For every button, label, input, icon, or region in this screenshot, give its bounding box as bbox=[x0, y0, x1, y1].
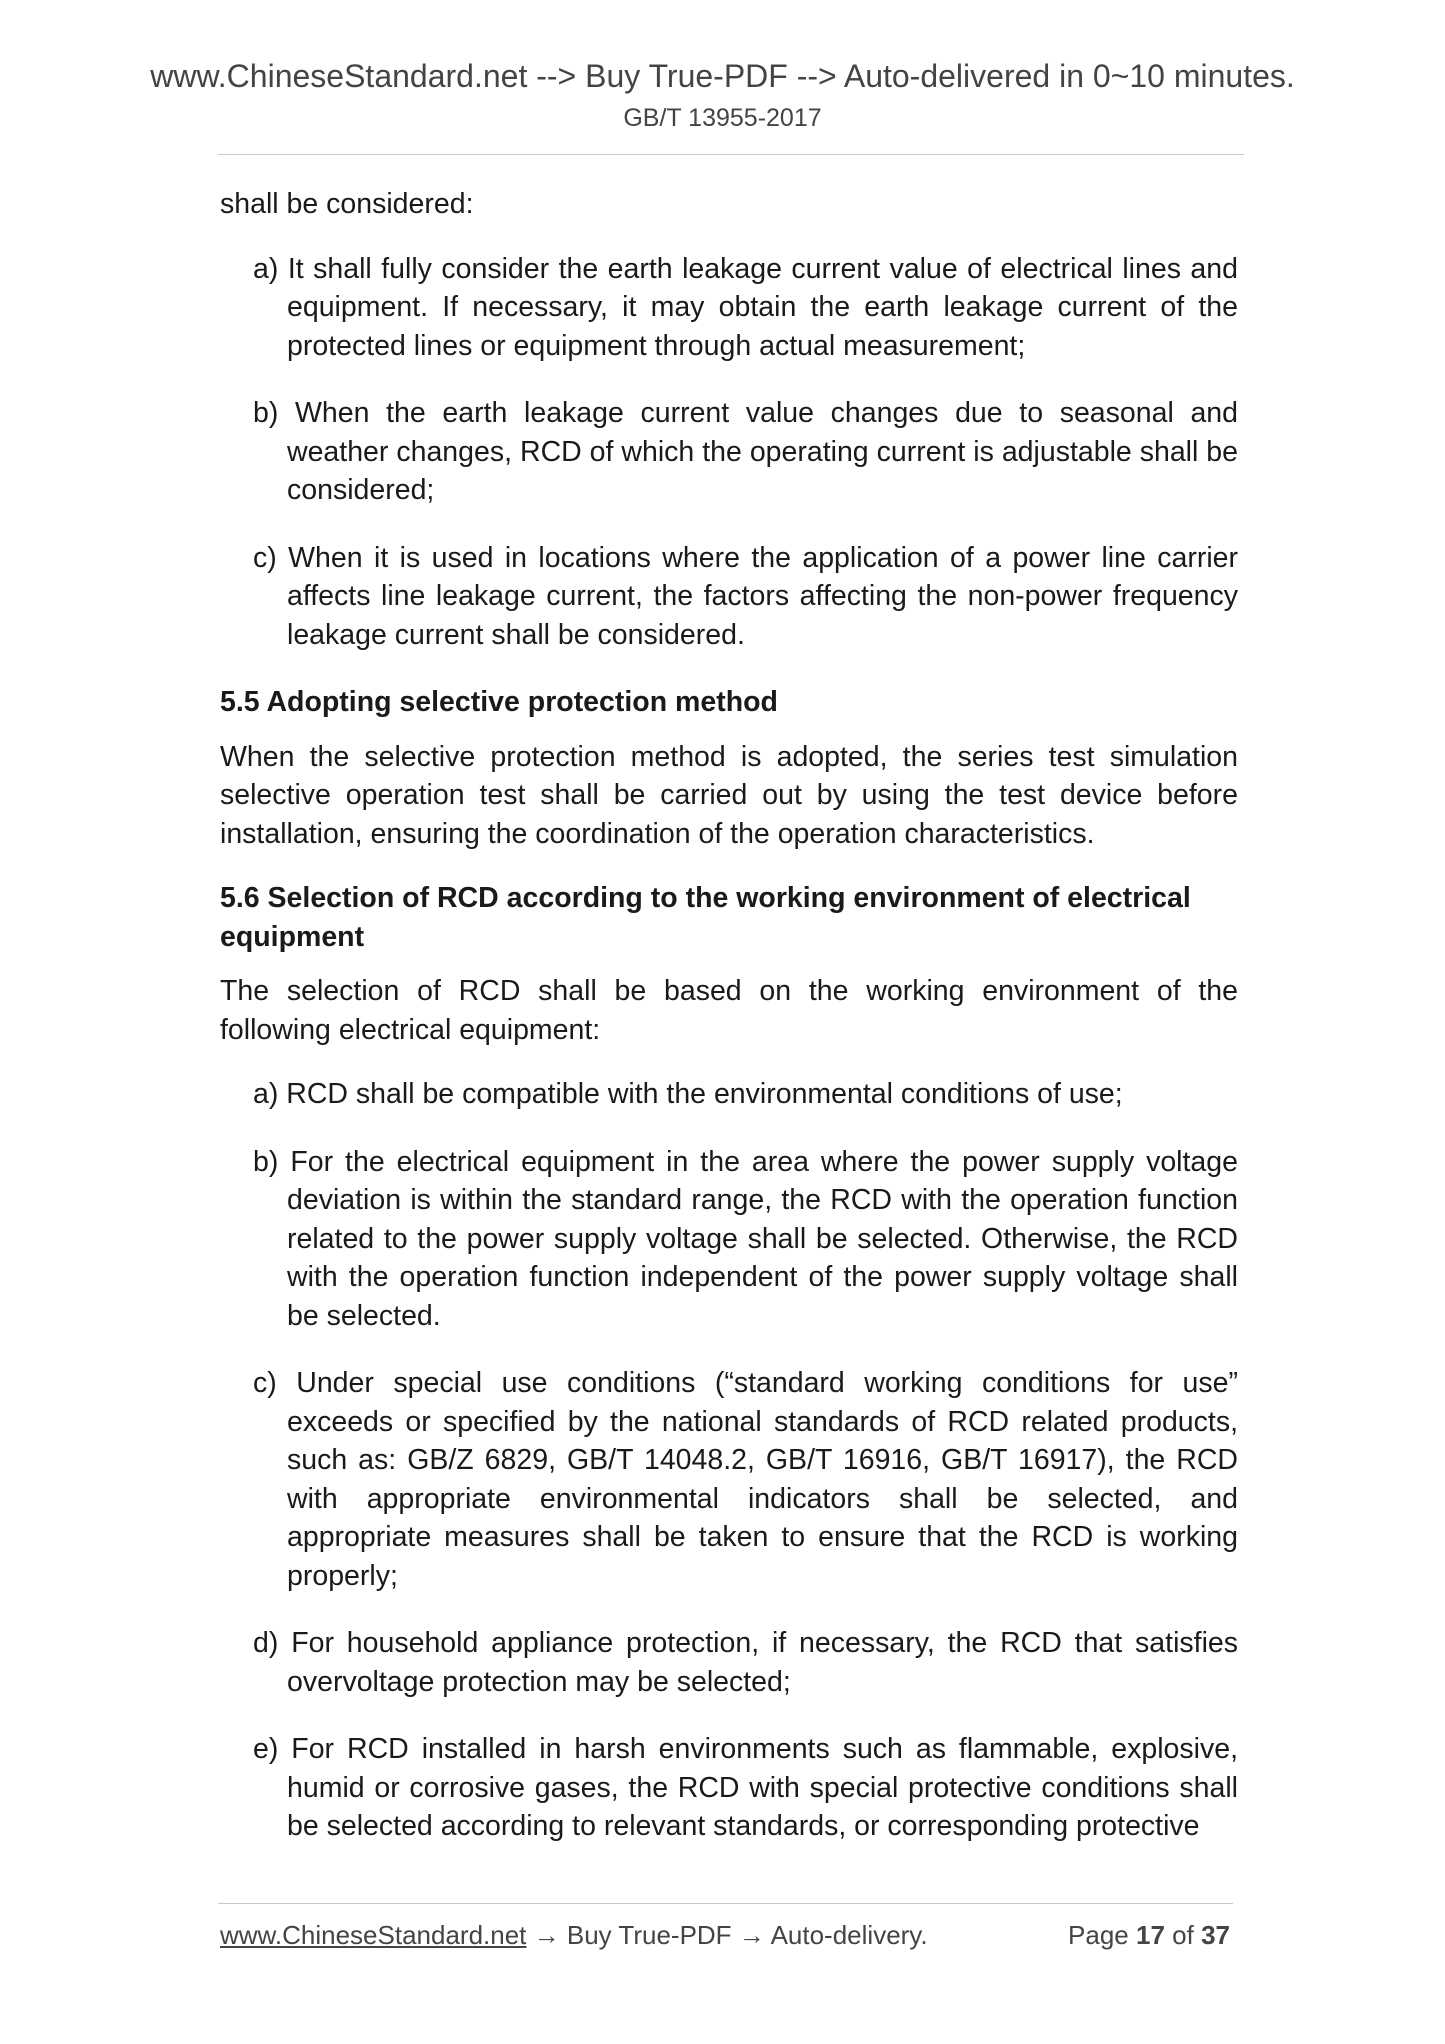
list-item: c) Under special use conditions (“standard working conditions for use” exceeds or specified by the national standards of RCD related products, such as: GB/Z 6829, GB/T 14048.2, GB/T 16916, GB/T 16917), the RCD with appropriate environmental indicators shall be selected, and appropriate measures shall be taken to ensure that the RCD is working properly; bbox=[253, 1367, 1238, 1592]
list-item: d) For household appliance protection, if necessary, the RCD that satisfies overvoltage protection may be selected; bbox=[253, 1627, 1238, 1698]
footer-link[interactable]: www.ChineseStandard.net bbox=[220, 1920, 527, 1950]
page-label: Page bbox=[1068, 1920, 1129, 1950]
page-indicator bbox=[1068, 1920, 1230, 1951]
page-total: 37 bbox=[1201, 1920, 1230, 1950]
page-footer bbox=[220, 1920, 1230, 1960]
section-heading: 5.5 Adopting selective protection method bbox=[220, 686, 778, 718]
page-body bbox=[220, 185, 1238, 1875]
list-item: b) For the electrical equipment in the area where the power supply voltage deviation is within the standard range, the RCD with the operation function related to the power supply voltage shall be selected. Otherwise, the RCD with the operation function independent of the power supply voltage shall be selected. bbox=[253, 1145, 1238, 1332]
section-paragraph: When the selective protection method is adopted, the series test simulation selective operation test shall be carried out by using the test device before installation, ensuring the coordination of the operation characteristics. bbox=[220, 740, 1238, 850]
section-paragraph: The selection of RCD shall be based on the working environment of the following electrical equipment: bbox=[220, 975, 1238, 1046]
page-number: 17 bbox=[1136, 1920, 1165, 1950]
footer-tail: → Buy True-PDF → Auto-delivery. bbox=[526, 1920, 928, 1950]
footer-divider bbox=[218, 1903, 1233, 1904]
list-item: a) It shall fully consider the earth leakage current value of electrical lines and equipment. If necessary, it may obtain the earth leakage current of the protected lines or equipment through actual measurement; bbox=[253, 252, 1238, 362]
list-item: c) When it is used in locations where the application of a power line carrier affects line leakage current, the factors affecting the non-power frequency leakage current shall be considered. bbox=[253, 541, 1238, 651]
of-label: of bbox=[1172, 1920, 1194, 1950]
list-item: a) RCD shall be compatible with the environmental conditions of use; bbox=[253, 1078, 1123, 1110]
lead-text: shall be considered: bbox=[220, 188, 474, 220]
header-banner: www.ChineseStandard.net --> Buy True-PDF --> Auto-delivered in 0~10 minutes. bbox=[150, 58, 1295, 94]
list-item: b) When the earth leakage current value changes due to seasonal and weather changes, RCD of which the operating current is adjustable shall be considered; bbox=[253, 397, 1238, 506]
list-item: e) For RCD installed in harsh environments such as flammable, explosive, humid or corrosive gases, the RCD with special protective conditions shall be selected according to relevant standards, or corresponding protective bbox=[253, 1733, 1238, 1842]
footer-promo bbox=[220, 1920, 928, 1951]
standard-number: GB/T 13955-2017 bbox=[623, 104, 822, 132]
section-heading: 5.6 Selection of RCD according to the working environment of electrical equipment bbox=[220, 882, 1191, 953]
header-divider bbox=[218, 154, 1244, 155]
